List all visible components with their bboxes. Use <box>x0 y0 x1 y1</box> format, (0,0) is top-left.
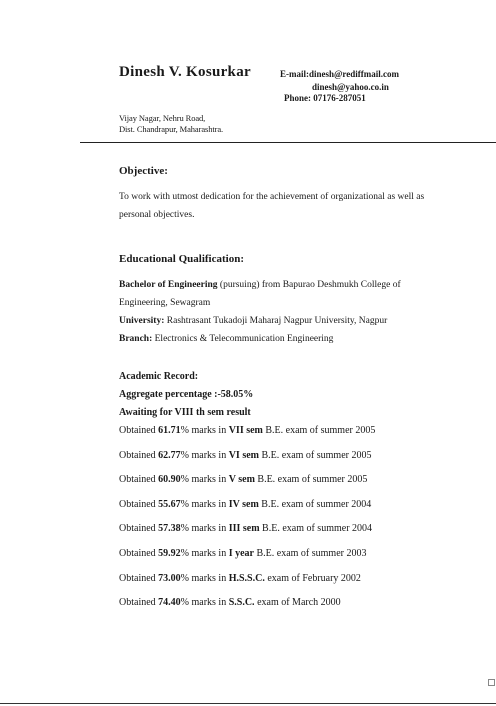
record-sem: VI sem <box>228 450 259 461</box>
academic-record-row <box>119 597 341 608</box>
record-suffix: B.E. exam of summer 2005 <box>258 450 372 461</box>
record-sem: H.S.S.C. <box>228 573 265 584</box>
university-label: University: <box>119 316 165 326</box>
academic-record-row <box>119 523 372 534</box>
record-mid: % marks in <box>180 597 229 608</box>
record-pct: 61.71 <box>158 425 181 436</box>
university-line <box>119 312 449 330</box>
academic-record-row <box>119 499 371 510</box>
record-mid: % marks in <box>180 548 229 559</box>
phone-line <box>284 93 366 103</box>
academic-record-row <box>119 474 367 485</box>
record-suffix: B.E. exam of summer 2003 <box>253 548 367 559</box>
record-prefix: Obtained <box>119 425 159 436</box>
branch-label: Branch: <box>119 334 153 344</box>
page-bottom-rule <box>0 703 496 704</box>
record-mid: % marks in <box>180 573 229 584</box>
record-prefix: Obtained <box>119 474 159 485</box>
record-pct: 73.00 <box>158 573 181 584</box>
branch-text: Electronics & Telecommunication Engineering <box>152 334 334 344</box>
phone-label: Phone: <box>284 93 311 103</box>
record-sem: VII sem <box>228 425 263 436</box>
record-prefix: Obtained <box>119 597 159 608</box>
objective-text: To work with utmost dedication for the achievement of organizational as well as personal objectives. <box>119 192 425 220</box>
record-sem: I year <box>228 548 254 559</box>
phone-number: 07176-287051 <box>313 93 366 103</box>
record-prefix: Obtained <box>119 548 159 559</box>
header-divider <box>80 142 496 143</box>
resize-handle-icon <box>488 679 495 686</box>
record-suffix: B.E. exam of summer 2004 <box>258 499 372 510</box>
record-prefix: Obtained <box>119 523 159 534</box>
record-sem: III sem <box>228 523 260 534</box>
record-prefix: Obtained <box>119 499 159 510</box>
awaiting-result: Awaiting for VIII th sem result <box>119 407 251 418</box>
academic-record-row <box>119 573 361 584</box>
record-pct: 74.40 <box>158 597 181 608</box>
record-pct: 59.92 <box>158 548 181 559</box>
address-line-1: Vijay Nagar, Nehru Road, <box>119 113 206 123</box>
record-suffix: B.E. exam of summer 2004 <box>259 523 373 534</box>
academic-heading: Academic Record: <box>119 371 199 382</box>
record-sem: V sem <box>228 474 255 485</box>
objective-heading: Objective: <box>119 165 168 177</box>
academic-record-row <box>119 450 371 461</box>
record-suffix: B.E. exam of summer 2005 <box>254 474 368 485</box>
record-prefix: Obtained <box>119 573 159 584</box>
record-mid: % marks in <box>180 499 229 510</box>
record-sem: S.S.C. <box>228 597 255 608</box>
email-label: E-mail: <box>280 69 309 79</box>
candidate-name: Dinesh V. Kosurkar <box>119 64 251 80</box>
record-mid: % marks in <box>180 474 229 485</box>
record-mid: % marks in <box>180 425 229 436</box>
education-heading: Educational Qualification: <box>119 253 244 265</box>
record-suffix: exam of March 2000 <box>254 597 341 608</box>
record-pct: 60.90 <box>158 474 181 485</box>
record-prefix: Obtained <box>119 450 159 461</box>
degree-paragraph <box>119 276 449 312</box>
academic-record-row <box>119 425 375 436</box>
record-pct: 55.67 <box>158 499 181 510</box>
address-line-2: Dist. Chandrapur, Maharashtra. <box>119 124 224 134</box>
record-suffix: exam of February 2002 <box>264 573 361 584</box>
record-mid: % marks in <box>180 523 229 534</box>
email-primary[interactable]: dinesh@rediffmail.com <box>309 69 399 79</box>
record-pct: 62.77 <box>158 450 181 461</box>
degree-text: (pursuing) from Bapurao Deshmukh College of Engineering, Sewagram <box>119 280 401 308</box>
record-suffix: B.E. exam of summer 2005 <box>262 425 376 436</box>
university-text: Rashtrasant Tukadoji Maharaj Nagpur University, Nagpur <box>164 316 388 326</box>
record-pct: 57.38 <box>158 523 181 534</box>
email-secondary[interactable]: dinesh@yahoo.co.in <box>312 82 389 92</box>
branch-line <box>119 330 449 348</box>
aggregate-percentage: Aggregate percentage :-58.05% <box>119 389 254 400</box>
degree-label: Bachelor of Engineering <box>119 280 218 290</box>
email-line-1 <box>280 69 399 79</box>
academic-record-row <box>119 548 366 559</box>
record-sem: IV sem <box>228 499 259 510</box>
record-mid: % marks in <box>180 450 229 461</box>
